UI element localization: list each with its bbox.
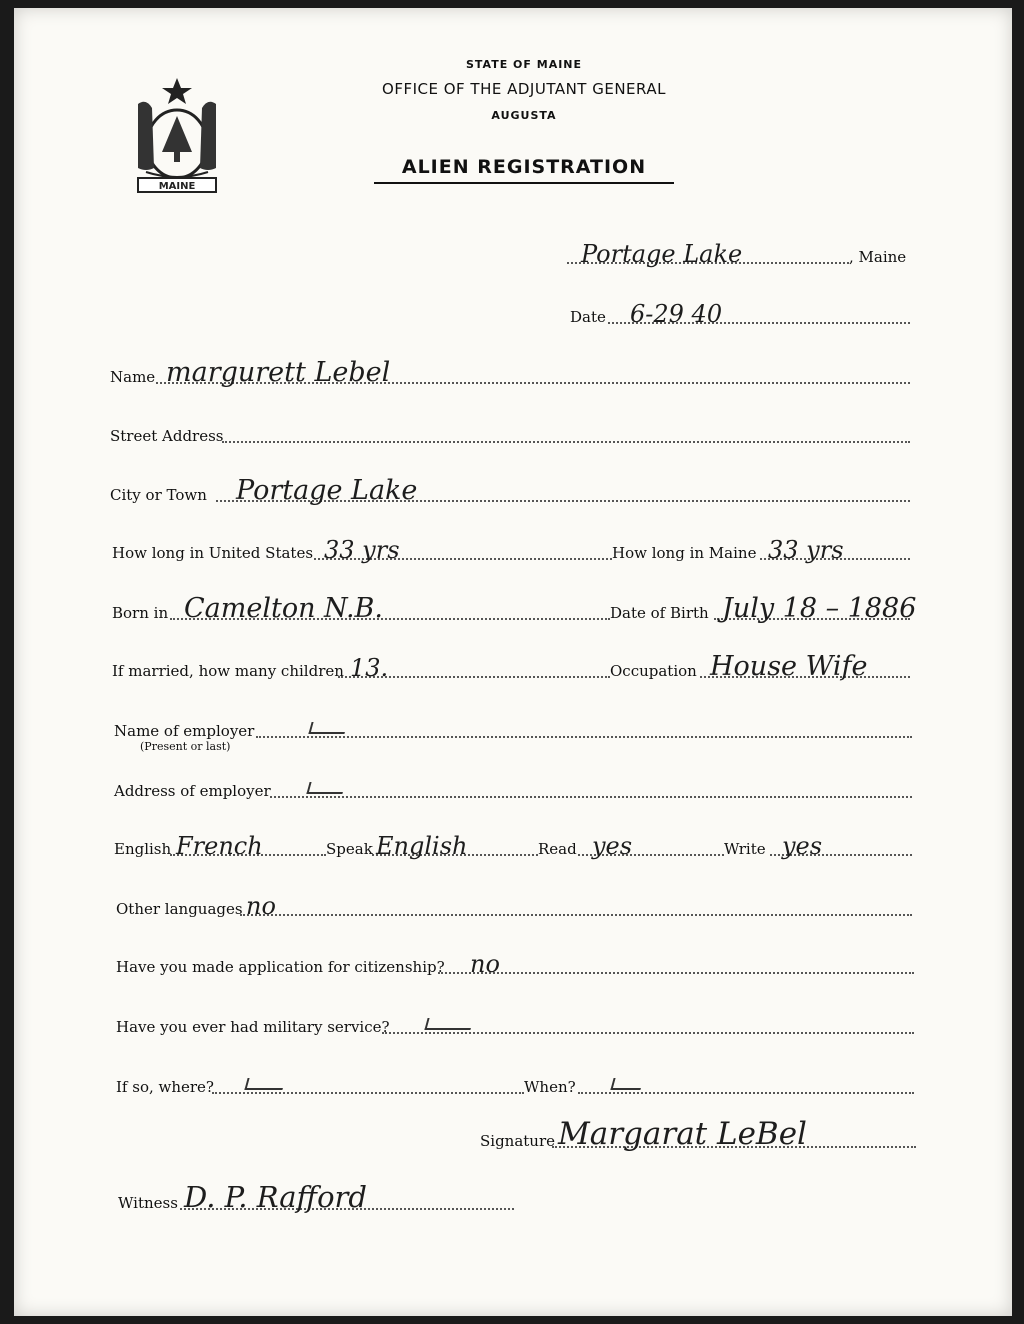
employer-name-field[interactable] xyxy=(114,714,912,753)
witness-value: D. P. Rafford xyxy=(184,1180,367,1214)
military-field[interactable] xyxy=(116,1010,914,1036)
where-label: If so, where? xyxy=(116,1078,214,1096)
date-value: 6-29 40 xyxy=(630,300,723,328)
write-field[interactable] xyxy=(724,832,912,858)
english-field[interactable] xyxy=(114,832,326,858)
state-heading: STATE OF MAINE xyxy=(465,58,583,71)
when-label: When? xyxy=(524,1078,576,1096)
citizenship-label: Have you made application for citizenship? xyxy=(116,958,445,976)
write-value: yes xyxy=(782,832,823,860)
read-label: Read xyxy=(538,840,577,858)
signature-value: Margarat LeBel xyxy=(558,1116,807,1152)
employer-address-label: Address of employer xyxy=(114,782,271,800)
us-residence-label: How long in United States xyxy=(112,544,314,562)
birth-date-field[interactable] xyxy=(610,593,917,624)
occupation-value: House Wife xyxy=(710,651,868,682)
city-town-label: City or Town xyxy=(110,486,207,504)
occupation-label: Occupation xyxy=(610,662,697,680)
military-label: Have you ever had military service? xyxy=(116,1018,390,1036)
children-field[interactable] xyxy=(112,654,610,680)
citizenship-field[interactable] xyxy=(116,950,914,976)
city-heading: AUGUSTA xyxy=(491,109,557,122)
birthplace-field[interactable] xyxy=(112,593,610,624)
employer-name-hint: (Present or last) xyxy=(140,740,231,753)
occupation-field[interactable] xyxy=(610,651,910,682)
speak-label: Speak xyxy=(326,840,373,858)
read-field[interactable] xyxy=(538,832,724,858)
employer-name-label: Name of employer xyxy=(114,722,255,740)
city-town-value: Portage Lake xyxy=(236,475,418,506)
where-field[interactable] xyxy=(116,1070,524,1096)
witness-label: Witness xyxy=(118,1194,178,1212)
city-town-field[interactable] xyxy=(110,475,910,506)
date-field[interactable] xyxy=(570,300,910,326)
children-label: If married, how many children xyxy=(112,662,344,680)
military-mark xyxy=(424,1018,473,1030)
write-label: Write xyxy=(724,840,766,858)
birth-date-value: July 18 – 1886 xyxy=(722,593,917,624)
signature-field[interactable] xyxy=(480,1118,916,1150)
read-value: yes xyxy=(592,832,633,860)
speak-value: English xyxy=(376,832,468,860)
maine-residence-value: 33 yrs xyxy=(768,536,844,564)
english-value: French xyxy=(176,832,263,860)
form-title: ALIEN REGISTRATION xyxy=(374,156,674,184)
us-residence-value: 33 yrs xyxy=(324,536,400,564)
name-value: margurett Lebel xyxy=(166,357,391,388)
maine-state-seal xyxy=(124,74,230,196)
children-value: 13. xyxy=(350,654,389,682)
us-residence-field[interactable] xyxy=(112,536,612,562)
name-field[interactable] xyxy=(110,357,910,388)
birthplace-label: Born in xyxy=(112,604,169,622)
place-suffix: , Maine xyxy=(849,248,907,266)
other-languages-field[interactable] xyxy=(116,892,912,918)
signature-label: Signature xyxy=(480,1132,556,1150)
when-field[interactable] xyxy=(524,1070,914,1096)
place-value: Portage Lake xyxy=(581,240,743,268)
other-languages-value: no xyxy=(246,892,276,920)
birth-date-label: Date of Birth xyxy=(610,604,709,622)
where-mark xyxy=(244,1078,285,1090)
registration-form xyxy=(14,8,1012,1316)
date-label: Date xyxy=(570,308,606,326)
maine-residence-label: How long in Maine xyxy=(612,544,757,562)
employer-address-mark xyxy=(306,782,345,794)
employer-name-mark xyxy=(308,722,347,734)
other-languages-label: Other languages xyxy=(116,900,243,918)
birthplace-value: Camelton N.B. xyxy=(184,593,383,624)
english-label: English xyxy=(114,840,172,858)
when-mark xyxy=(610,1078,643,1090)
street-address-field[interactable] xyxy=(110,419,910,445)
employer-address-field[interactable] xyxy=(114,774,912,800)
office-heading: OFFICE OF THE ADJUTANT GENERAL xyxy=(382,80,666,98)
speak-field[interactable] xyxy=(326,832,538,858)
witness-field[interactable] xyxy=(118,1180,514,1212)
maine-residence-field[interactable] xyxy=(612,536,910,562)
name-label: Name xyxy=(110,368,156,386)
citizenship-value: no xyxy=(470,950,500,978)
street-address-label: Street Address xyxy=(110,427,224,445)
svg-text:MAINE: MAINE xyxy=(158,181,196,192)
place-field[interactable] xyxy=(567,240,927,266)
